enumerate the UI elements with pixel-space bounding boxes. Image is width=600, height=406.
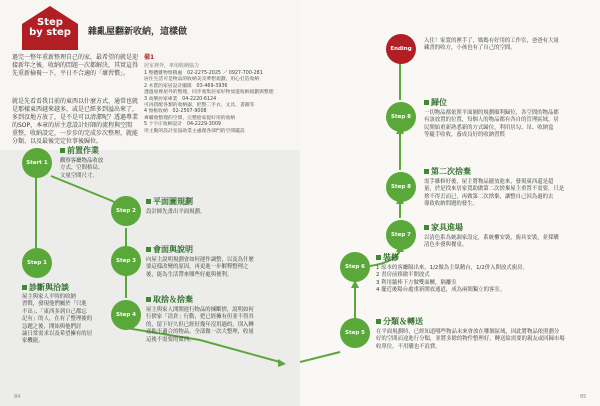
intro-paragraph-2: 就是先看看我目前的東西以什麼方式，通常也就是那樣東西越來越多，或是已經多到溢出來了，多到沒地方放了，是不是可以清潔呢？透過專業的SOP，本章的居主意設計好師的流程與空間重整，收納設定，一步步的完成步次整理，就能分類、以及最後完定位事後歸位。	[12, 98, 139, 145]
step-1-badge: Step 1	[22, 248, 52, 278]
step-text: 1 原本的客廳隔出來，1/2做為主臥精台，1/2併入開放式廚房。 2 書房前移做半開放式 3 利用牆棒下方做雙面櫃，隔離室 4 擺近後陽台處重新開放通道，成為兩間獨立的客室。	[376, 265, 528, 294]
step-2-badge: Step 2	[111, 196, 141, 226]
step-title: 家具進場	[424, 222, 463, 233]
note-item: 3 高樂居家專業 04-2220-6124	[144, 96, 217, 102]
step-5-badge: Step 5	[340, 318, 370, 348]
step-title: 裝修	[376, 252, 399, 263]
bullet-square-icon	[424, 100, 429, 105]
bullet-square-icon	[376, 255, 381, 260]
step-text: 屋主與家人開開進行物品的揀斷捨，說明如何 行捨家「清倉」行動，把已經擁有但並不得其 的，留下好久但已經好幾年沒用過的，別入轉 送他不適合的物品，全部做一次大整理，收量 這後不需要的東西。	[146, 307, 254, 343]
bullet-square-icon	[22, 285, 27, 290]
note-item: 可再搭配各類的收納器，把整二手衣、文具、書籍等	[144, 103, 255, 109]
right-page	[300, 0, 600, 406]
bullet-square-icon	[424, 169, 429, 174]
note-item: 居住生活可是物品的收納美及夢想規劃，用心打造收納	[144, 77, 260, 83]
note-subheading: 居室裡外，車用收納協力	[144, 63, 200, 69]
step-title: 診斷與洽談	[22, 282, 69, 293]
note-item: 用主動的設計室協助業主處理各部門的空間擺設	[144, 128, 245, 134]
bullet-square-icon	[146, 247, 151, 252]
step-title: 第二次捨棄	[424, 166, 471, 177]
note-item: 2 木質的家居設計團隊 03-469-3936	[144, 83, 228, 89]
note-item: 1 整體雜物堆積處 02-2275-2025 ／ 0927-700-281	[144, 71, 263, 76]
step-text: 一切物品都依照平面圖的規劃順利歸位，各空間的物品都 有該放置的位置，每個人的物品都有各自的管理區域，居 民開始重新熟悉新的方式歸位，利用居勾、吊、收納盒 等隨手收收，養成良好的收納習慣	[424, 110, 559, 139]
step-text: 屋主與家人平時的收納 習慣，發現他們屬於「只進 不出」、「東西多到自己都忘 記有」的人，在有了整理後的 急題之後，開始與他們討 論日常需求以及希望擁有的居 家機能。	[22, 294, 93, 345]
page-number: 85	[580, 394, 587, 400]
step-title: 平面圖規劃	[146, 196, 193, 207]
ending-badge: Ending	[386, 34, 416, 64]
note-heading: 備1	[144, 54, 155, 61]
bullet-square-icon	[146, 297, 151, 302]
step-text: 在平面規劃時，已經知道哪些物品未來會放在哪個區域，因此將物品依照劃分 好的空間而途進行分類，並將多餘的物件整理好，轉送給需要的親友或回歸市場 收單位，不用購也不浪費。	[376, 329, 565, 350]
page-title: 雜亂屋翻新收納，這樣做	[88, 27, 188, 37]
step-3-badge: Step 3	[111, 246, 141, 276]
note-item: 4 無框收納 02-2507-9008	[144, 109, 207, 115]
step-text: 以清色系為統調家設定，系統櫃安裝，廚具安裝，並採購 清色步發與餐桌。	[424, 235, 559, 249]
step-text: 需手雜修好後，屋主將物品擺放進來，發現東西還是超 量，於是找來居家寬助做第二次捨棄屋主重置不需要，只是 捨不得丟而已，再做第二次捨棄，讓整自己因為過的去 導致收納問題的發生。	[424, 179, 565, 208]
step-4-badge: Step 4	[111, 300, 141, 330]
note-item: 專職收整理的空間，完整給家提好用的收納	[144, 115, 236, 121]
step-by-step-badge: Step by step	[29, 17, 71, 38]
step-title: 取捨＆捨棄	[146, 294, 193, 305]
step-title: 前置作業	[60, 145, 99, 156]
intro-paragraph-1: 過完一整年重新整理自己的家，最希望的就是迎接新年之後，收納的問題一次都解決，其實這得先重新檢視一下，平日不合適的「壞習慣」。	[12, 54, 139, 77]
step-text: 觀察客廳物品收放 方式、空間格局、 文量空間尺寸。	[60, 158, 104, 179]
bullet-square-icon	[376, 319, 381, 324]
step-title: 分類＆轉送	[376, 316, 423, 327]
bullet-square-icon	[146, 199, 151, 204]
step-8b-badge: Step 8	[386, 172, 416, 202]
step-title: 歸位	[424, 97, 447, 108]
page-number: 84	[14, 394, 21, 400]
step-7-badge: Step 7	[386, 220, 416, 250]
step-6-badge: Step 6	[340, 252, 370, 282]
note-item: 透過屋裡屋外的整理，同步收集居家好物放進收納規劃與整理	[144, 90, 274, 96]
bullet-square-icon	[424, 225, 429, 230]
note-item: 5 十字庄收納設計 04-2229-3009	[144, 122, 221, 128]
step-8-badge: Step 8	[386, 102, 416, 132]
start-1-badge: Start 1	[22, 148, 52, 178]
bullet-square-icon	[60, 148, 65, 153]
step-text: 設計師先畫出平面規劃。	[146, 209, 206, 215]
step-title: 會面與說明	[146, 244, 193, 255]
step-text: 向屋主說明規劃會如何運作調整，以及為什麼 要這樣改變的原因，再更進一步解釋整理之 後，能為生活帶來哪些好處與便利。	[146, 257, 254, 278]
step-text: 入住！家寬的裡手了，媽媽有好用的工作室，爸爸有大量 藏書的收方，小孩也有了自己的空間。	[424, 38, 559, 52]
